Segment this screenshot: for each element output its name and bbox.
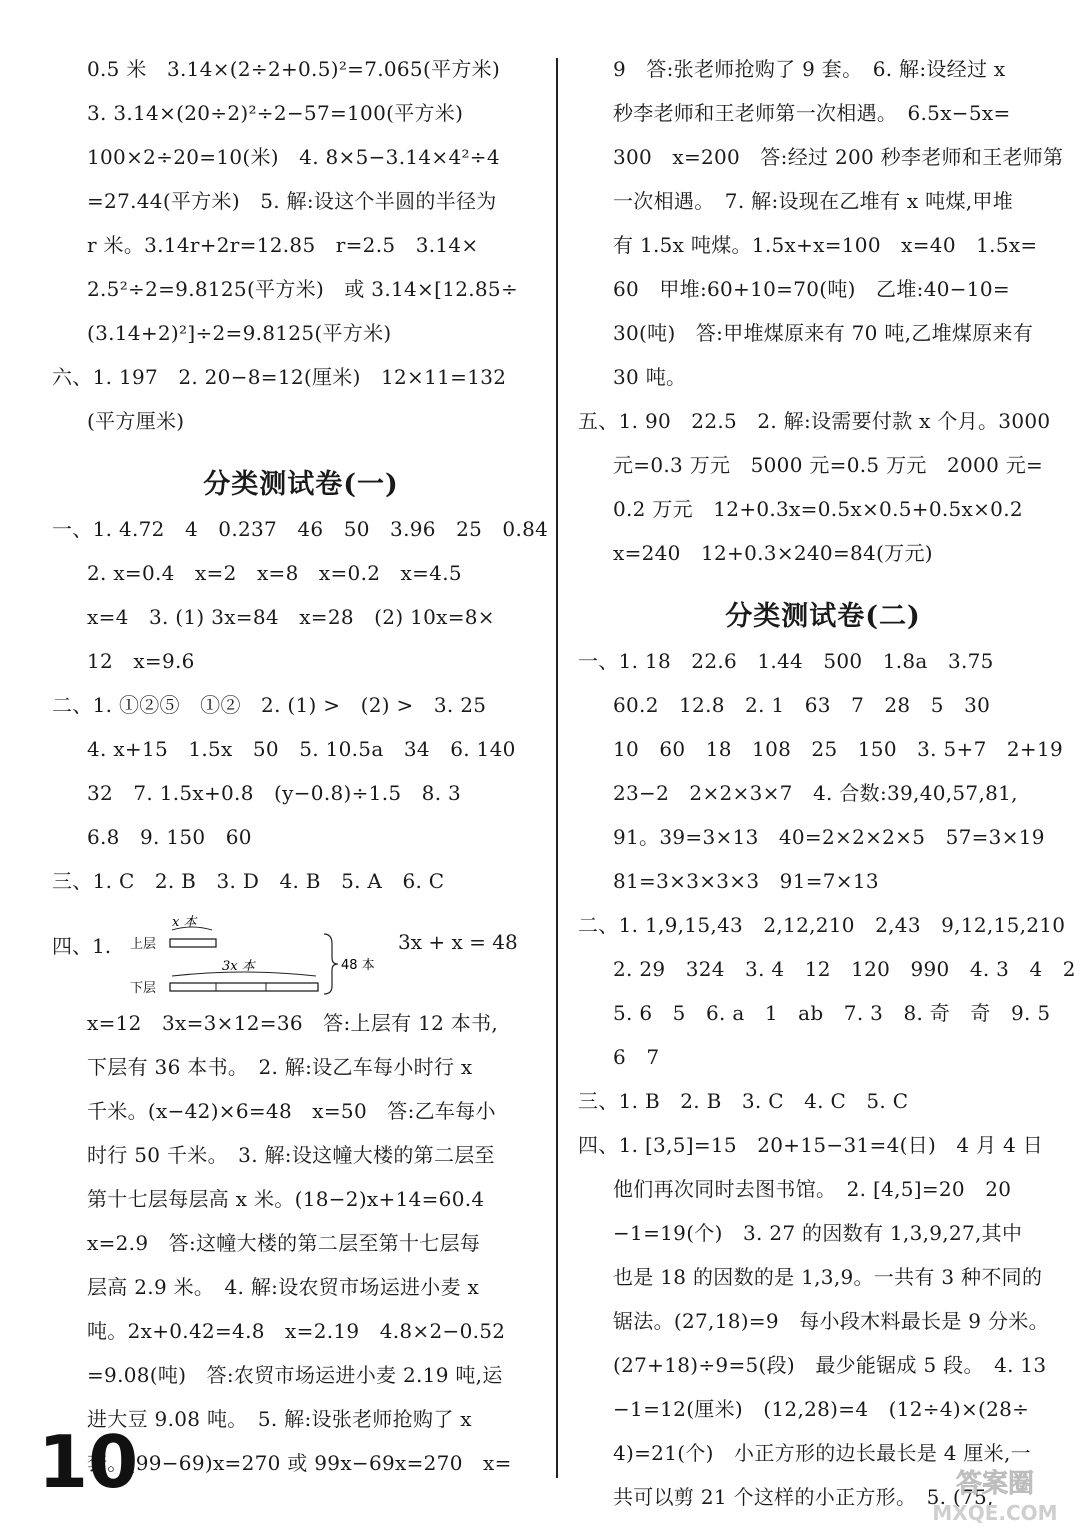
answer-line: (平方厘米) xyxy=(87,409,185,433)
answer-line: 三、1. B 2. B 3. C 4. C 5. C xyxy=(578,1089,909,1113)
answer-line: 套。(99−69)x=270 或 99x−69x=270 x= xyxy=(87,1451,512,1475)
upper-shelf-bar xyxy=(170,939,216,947)
section-heading: 分类测试卷(二) xyxy=(725,601,921,632)
answer-line: 第十七层每层高 x 米。(18−2)x+14=60.4 xyxy=(87,1187,485,1211)
page-number: 10 xyxy=(38,1420,139,1504)
answer-line: 秒李老师和王老师第一次相遇。 6.5x−5x= xyxy=(613,101,1011,125)
answer-line: 二、1. 1,9,15,43 2,12,210 2,43 9,12,15,210 xyxy=(578,913,1066,937)
answer-line: 元=0.3 万元 5000 元=0.5 万元 2000 元= xyxy=(613,453,1044,477)
answer-line: 60 甲堆:60+10=70(吨) 乙堆:40−10= xyxy=(613,277,1010,301)
answer-line: 0.5 米 3.14×(2÷2+0.5)²=7.065(平方米) xyxy=(87,57,501,81)
bottom-segment-label: 3x 本 xyxy=(222,959,255,974)
lower-shelf-bar xyxy=(170,983,318,991)
answer-line: 一次相遇。 7. 解:设现在乙堆有 x 吨煤,甲堆 xyxy=(613,189,1014,213)
answer-line: 他们再次同时去图书馆。 2. [4,5]=20 20 xyxy=(613,1177,1012,1201)
answer-line: 30 吨。 xyxy=(613,365,687,389)
answer-line: (27+18)÷9=5(段) 最少能锯成 5 段。 4. 13 xyxy=(613,1353,1047,1377)
answer-line: 9 答:张老师抢购了 9 套。 6. 解:设经过 x xyxy=(613,57,1006,81)
answer-line: 下层有 36 本书。 2. 解:设乙车每小时行 x xyxy=(87,1055,473,1079)
book-shelf-diagram xyxy=(52,906,550,1004)
right-column xyxy=(578,50,1076,1522)
answer-line: 5. 6 5 6. a 1 ab 7. 3 8. 奇 奇 9. 5 xyxy=(613,1001,1051,1025)
answer-line: 三、1. C 2. B 3. D 4. B 5. A 6. C xyxy=(52,869,445,893)
answer-line: 23−2 2×2×3×7 4. 合数:39,40,57,81, xyxy=(613,781,1018,805)
answer-line: 30(吨) 答:甲堆煤原来有 70 吨,乙堆煤原来有 xyxy=(613,321,1034,345)
answer-line: 二、1. ①②⑤ ①② 2. (1) > (2) > 3. 25 xyxy=(52,693,487,717)
answer-line: 锯法。(27,18)=9 每小段木料最长是 9 分米。 xyxy=(613,1309,1049,1333)
answer-line: 2. x=0.4 x=2 x=8 x=0.2 x=4.5 xyxy=(87,561,462,585)
answer-line: 6.8 9. 150 60 xyxy=(87,825,252,849)
diagram-question-number: 四、1. xyxy=(52,934,112,958)
answer-line: 81=3×3×3×3 91=7×13 xyxy=(613,869,879,893)
answer-line: 四、1. [3,5]=15 20+15−31=4(日) 4 月 4 日 xyxy=(578,1133,1044,1157)
answer-line: 10 60 18 108 25 150 3. 5+7 2+19 xyxy=(613,737,1064,761)
answer-line: x=240 12+0.3×240=84(万元) xyxy=(613,541,933,565)
answer-line: x=4 3. (1) 3x=84 x=28 (2) 10x=8× xyxy=(87,605,495,629)
answer-line: 4. x+15 1.5x 50 5. 10.5a 34 6. 140 xyxy=(87,737,516,761)
answer-line: 一、1. 18 22.6 1.44 500 1.8a 3.75 xyxy=(578,649,994,673)
answer-line: =27.44(平方米) 5. 解:设这个半圆的半径为 xyxy=(87,189,497,213)
answer-line: 六、1. 197 2. 20−8=12(厘米) 12×11=132 xyxy=(52,365,507,389)
answer-line: 也是 18 的因数的是 1,3,9。一共有 3 种不同的 xyxy=(613,1265,1043,1289)
answer-line: 有 1.5x 吨煤。1.5x+x=100 x=40 1.5x= xyxy=(613,233,1038,257)
answer-line: 100×2÷20=10(米) 4. 8×5−3.14×4²÷4 xyxy=(87,145,500,169)
answer-line: 共可以剪 21 个这样的小正方形。 5. (75, xyxy=(613,1485,994,1509)
answer-line: 层高 2.9 米。 4. 解:设农贸市场运进小麦 x xyxy=(87,1275,480,1299)
answer-line: 3. 3.14×(20÷2)²÷2−57=100(平方米) xyxy=(87,101,464,125)
answer-line: 一、1. 4.72 4 0.237 46 50 3.96 25 0.84 xyxy=(52,517,549,541)
answer-line: x=2.9 答:这幢大楼的第二层至第十七层每 xyxy=(87,1231,481,1255)
answer-line: 五、1. 90 22.5 2. 解:设需要付款 x 个月。3000 xyxy=(578,409,1051,433)
answer-line: 300 x=200 答:经过 200 秒李老师和王老师第 xyxy=(613,145,1064,169)
watermark-logo xyxy=(920,1462,1070,1530)
answer-line: 2. 29 324 3. 4 12 120 990 4. 3 4 2 xyxy=(613,957,1076,981)
lower-shelf-label: 下层 xyxy=(130,981,157,996)
left-column xyxy=(52,50,550,1488)
section-heading: 分类测试卷(一) xyxy=(203,469,399,500)
answer-line: 12 x=9.6 xyxy=(87,649,195,673)
answer-line: 91。39=3×13 40=2×2×2×5 57=3×19 xyxy=(613,825,1045,849)
answer-line: 4)=21(个) 小正方形的边长最长是 4 厘米,一 xyxy=(613,1441,1031,1465)
answer-line: 6 7 xyxy=(613,1045,660,1069)
answer-line: 2.5²÷2=9.8125(平方米) 或 3.14×[12.85÷ xyxy=(87,277,519,301)
answer-line: 32 7. 1.5x+0.8 (y−0.8)÷1.5 8. 3 xyxy=(87,781,462,805)
answer-line: −1=19(个) 3. 27 的因数有 1,3,9,27,其中 xyxy=(613,1221,1023,1245)
watermark-title: 答案圈 xyxy=(955,1469,1035,1499)
answer-line: 0.2 万元 12+0.3x=0.5x×0.5+0.5x×0.2 xyxy=(613,497,1023,521)
upper-shelf-label: 上层 xyxy=(130,937,157,952)
answer-line: 60.2 12.8 2. 1 63 7 28 5 30 xyxy=(613,693,991,717)
top-segment-label: x 本 xyxy=(172,915,197,930)
answer-line: 千米。(x−42)×6=48 x=50 答:乙车每小 xyxy=(87,1099,496,1123)
answer-line: =9.08(吨) 答:农贸市场运进小麦 2.19 吨,运 xyxy=(87,1363,503,1387)
answer-line: 时行 50 千米。 3. 解:设这幢大楼的第二层至 xyxy=(87,1143,495,1167)
watermark-url: MXQE.COM xyxy=(932,1501,1058,1525)
total-books-label: 48 本 xyxy=(341,958,375,973)
column-divider xyxy=(556,58,558,1478)
answer-line: 吨。2x+0.42=4.8 x=2.19 4.8×2−0.52 xyxy=(87,1319,506,1343)
answer-line: 进大豆 9.08 吨。 5. 解:设张老师抢购了 x xyxy=(87,1407,472,1431)
total-brace xyxy=(324,934,338,994)
line-segment-diagram xyxy=(120,906,390,1004)
answer-line: x=12 3x=3×12=36 答:上层有 12 本书, xyxy=(87,1011,499,1035)
answer-line: (3.14+2)²]÷2=9.8125(平方米) xyxy=(87,321,392,345)
answer-line: −1=12(厘米) (12,28)=4 (12÷4)×(28÷ xyxy=(613,1397,1030,1421)
answer-line: r 米。3.14r+2r=12.85 r=2.5 3.14× xyxy=(87,233,479,257)
diagram-equation: 3x + x = 48 xyxy=(398,930,518,954)
